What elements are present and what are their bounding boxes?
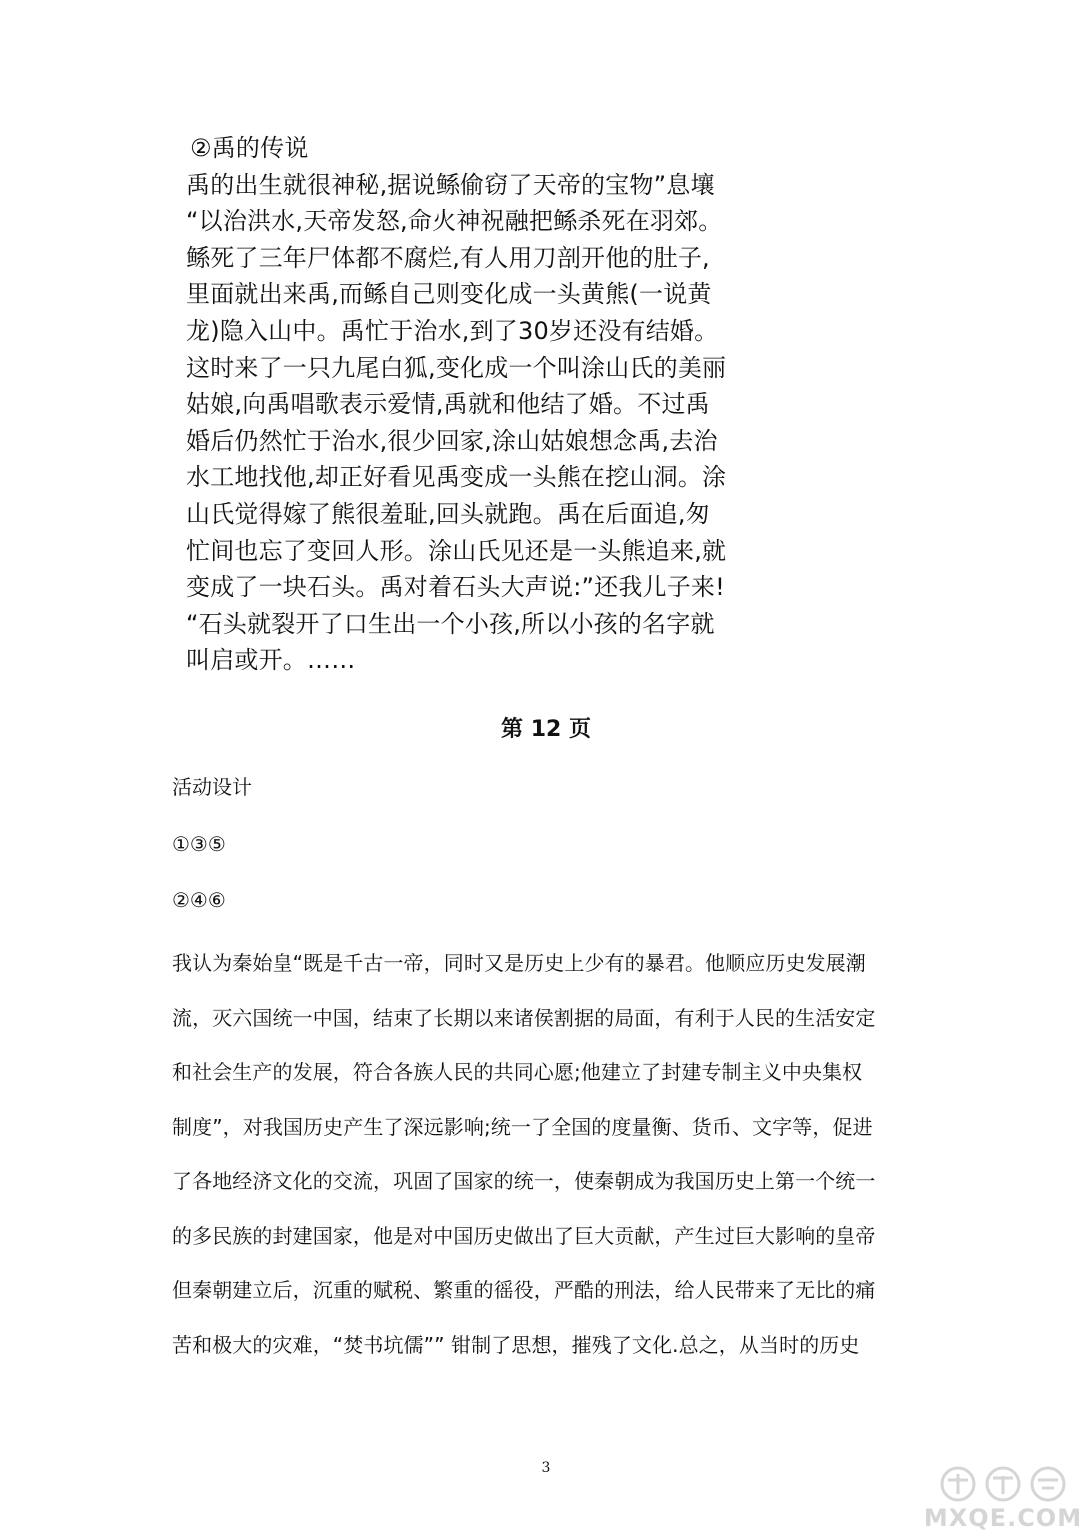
legend-line: 婚后仍然忙于治水,很少回家,涂山姑娘想念禹,去治 <box>186 426 718 455</box>
activity-title: 活动设计 <box>172 775 252 799</box>
page-number: 3 <box>541 1460 551 1476</box>
answer-site-logo-icon <box>918 1466 1088 1506</box>
legend-line: 水工地找他,却正好看见禹变成一头熊在挖山洞。涂 <box>186 463 727 492</box>
legend-line: 叫启或开。…… <box>186 646 356 675</box>
essay-line: 制度”，对我国历史产生了深远影响;统一了全国的度量衡、货币、文字等，促进 <box>172 1114 873 1139</box>
essay-line: 了各地经济文化的交流，巩固了国家的统一，使秦朝成为我国历史上第一个统一 <box>172 1169 876 1193</box>
yu-legend-passage <box>186 130 766 679</box>
answer-line: ①③⑤ <box>172 832 226 856</box>
essay-line: 流，灭六国统一中国，结束了长期以来诸侯割据的局面，有利于人民的生活安定 <box>172 1005 876 1030</box>
essay-line: 但秦朝建立后，沉重的赋税、繁重的徭役，严酷的刑法，给人民带来了无比的痛 <box>172 1278 876 1302</box>
legend-line: 里面就出来禹,而鲧自己则变化成一头黄熊(一说黄 <box>186 280 712 309</box>
page-heading: 第 12 页 <box>501 717 591 742</box>
legend-line: “以治洪水,天帝发怒,命火神祝融把鲧杀死在羽郊。 <box>186 207 723 236</box>
legend-heading: ②禹的传说 <box>190 134 309 162</box>
legend-line: 姑娘,向禹唱歌表示爱情,禹就和他结了婚。不过禹 <box>186 390 710 419</box>
answer-line: ②④⑥ <box>172 888 226 912</box>
essay-line: 我认为秦始皇“既是千古一帝，同时又是历史上少有的暴君。他顺应历史发展潮 <box>172 951 866 975</box>
legend-line: “石头就裂开了口生出一个小孩,所以小孩的名字就 <box>186 609 715 638</box>
legend-line: 鲧死了三年尸体都不腐烂,有人用刀剖开他的肚子, <box>186 243 710 272</box>
legend-line: 忙间也忘了变回人形。涂山氏见还是一头熊追来,就 <box>186 536 727 565</box>
essay-line: 和社会生产的发展，符合各族人民的共同心愿;他建立了封建专制主义中央集权 <box>172 1060 863 1084</box>
legend-line: 龙)隐入山中。禹忙于治水,到了30岁还没有结婚。 <box>186 316 719 345</box>
legend-line: 禹的出生就很神秘,据说鲧偷窃了天帝的宝物”息壤 <box>186 170 715 199</box>
legend-line: 变成了一块石头。禹对着石头大声说:”还我儿子来! <box>186 573 725 602</box>
essay-paragraph <box>172 936 932 1372</box>
site-watermark <box>918 1466 1088 1532</box>
essay-line: 苦和极大的灾难，“焚书坑儒”” 钳制了思想，摧残了文化.总之，从当时的历史 <box>172 1332 860 1357</box>
watermark-text: MXQE.COM <box>923 1504 1083 1532</box>
essay-line: 的多民族的封建国家，他是对中国历史做出了巨大贡献，产生过巨大影响的皇帝 <box>172 1223 876 1248</box>
legend-line: 山氏觉得嫁了熊很羞耻,回头就跑。禹在后面追,匆 <box>186 499 710 528</box>
legend-line: 这时来了一只九尾白狐,变化成一个叫涂山氏的美丽 <box>186 353 727 382</box>
